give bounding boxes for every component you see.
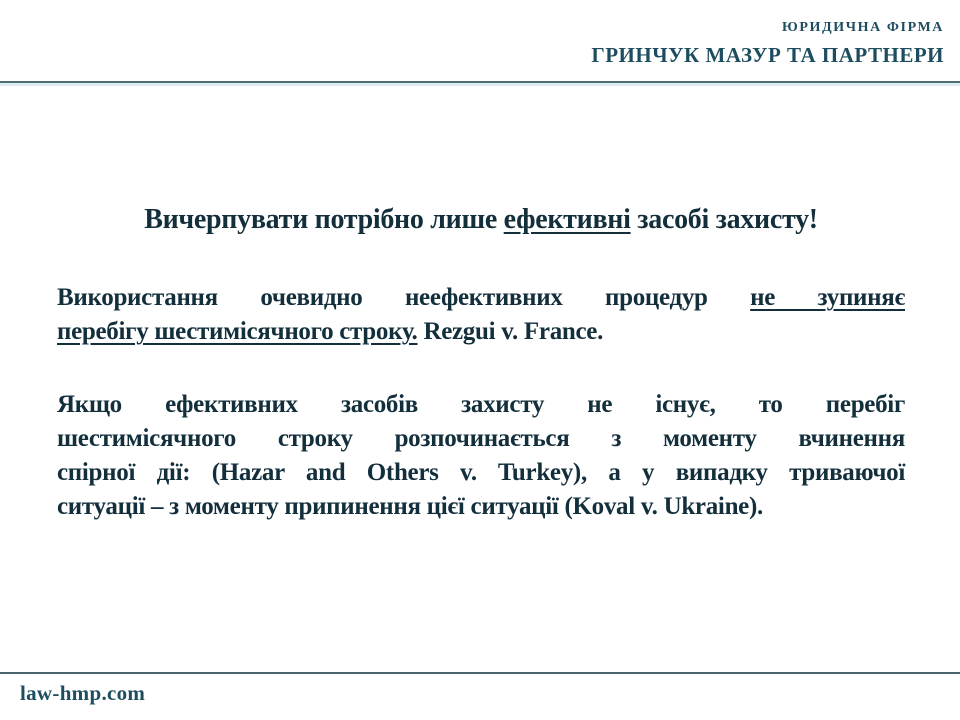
text-run: Використання очевидно неефективних процедур [57, 284, 751, 311]
paragraph-line [57, 422, 905, 456]
paragraph-line [57, 456, 905, 490]
body-paragraph-2 [57, 388, 905, 524]
text-run: спірної дії: (Hazar and Others v. Turkey), а у випадку триваючої [57, 459, 905, 486]
body-paragraph-1 [57, 281, 905, 349]
header-firm-name: ГРИНЧУК МАЗУР ТА ПАРТНЕРИ [591, 43, 944, 67]
paragraph-line [57, 388, 905, 422]
paragraph-line [57, 490, 905, 524]
paragraph-line [57, 281, 905, 315]
header [591, 20, 944, 68]
text-run: засобі захисту! [630, 204, 818, 235]
underlined-text-run: ефективні [503, 204, 631, 235]
paragraph-line [57, 315, 905, 349]
footer-website: law-hmp.com [20, 681, 146, 705]
text-run: Вичерпувати потрібно лише [144, 204, 504, 235]
slide-title [57, 204, 905, 236]
text-run: Rezgui v. France. [417, 318, 604, 345]
underlined-text-run: перебігу шестимісячного строку. [57, 318, 418, 345]
underlined-text-run: не зупиняє [750, 284, 905, 311]
header-firm-type: ЮРИДИЧНА ФІРМА [782, 20, 944, 35]
header-rule-glow [0, 83, 960, 86]
text-run: ситуації – з моменту припинення цієї ситуації (Koval v. Ukraine). [57, 493, 763, 520]
footer-rule [0, 672, 960, 674]
text-run: шестимісячного строку розпочинається з моменту вчинення [57, 425, 905, 452]
text-run: Якщо ефективних засобів захисту не існує, то перебіг [57, 391, 905, 418]
